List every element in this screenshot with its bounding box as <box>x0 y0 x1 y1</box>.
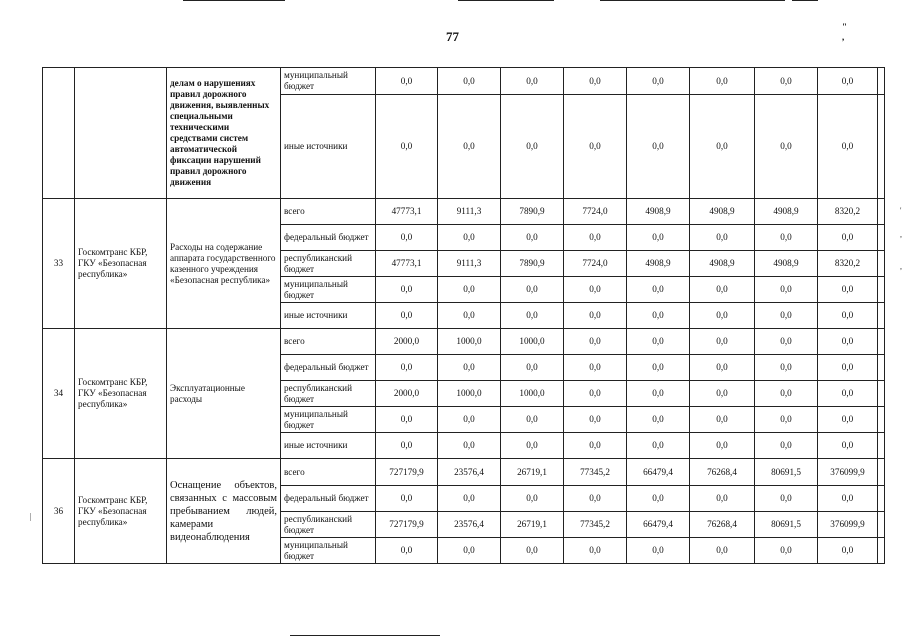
value-cell: 4908,9 <box>627 199 690 225</box>
funding-source: муниципальный бюджет <box>281 277 376 303</box>
value-cell: 0,0 <box>501 95 564 199</box>
funding-source: иные источники <box>281 95 376 199</box>
value-cell: 0,0 <box>627 486 690 512</box>
scan-line <box>290 635 440 636</box>
table-row <box>43 329 885 355</box>
corner-marks: " , <box>842 22 867 42</box>
value-cell: 0,0 <box>627 433 690 459</box>
value-cell: 0,0 <box>755 329 818 355</box>
empty-cell <box>878 95 885 199</box>
value-cell: 0,0 <box>627 95 690 199</box>
edge-mark: , <box>900 230 902 239</box>
value-cell: 0,0 <box>501 407 564 433</box>
value-cell: 0,0 <box>564 407 627 433</box>
value-cell: 0,0 <box>564 277 627 303</box>
value-cell: 0,0 <box>755 433 818 459</box>
empty-cell <box>878 512 885 538</box>
value-cell: 0,0 <box>438 225 501 251</box>
funding-source: республиканский бюджет <box>281 381 376 407</box>
value-cell: 0,0 <box>755 538 818 564</box>
value-cell: 76268,4 <box>690 459 755 486</box>
value-cell: 0,0 <box>501 277 564 303</box>
value-cell: 0,0 <box>755 486 818 512</box>
value-cell: 0,0 <box>818 486 878 512</box>
page-number: 77 <box>446 29 459 44</box>
value-cell: 4908,9 <box>755 199 818 225</box>
value-cell: 47773,1 <box>376 251 438 277</box>
empty-cell <box>878 68 885 95</box>
executor-cell: Госкомтранс КБР, ГКУ «Безопасная республика» <box>75 199 167 329</box>
funding-source: иные источники <box>281 433 376 459</box>
value-cell: 4908,9 <box>690 251 755 277</box>
empty-cell <box>878 225 885 251</box>
value-cell: 0,0 <box>564 303 627 329</box>
empty-cell <box>878 459 885 486</box>
funding-source: муниципальный бюджет <box>281 538 376 564</box>
value-cell: 0,0 <box>627 329 690 355</box>
value-cell: 0,0 <box>818 407 878 433</box>
activity-description: Эксплуатационные расходы <box>167 329 281 459</box>
empty-cell <box>878 329 885 355</box>
activity-description: Оснащение объектов, связанных с массовым пребыванием людей, камерами видеонаблюдения <box>167 459 281 564</box>
value-cell: 7724,0 <box>564 251 627 277</box>
value-cell: 26719,1 <box>501 512 564 538</box>
value-cell: 2000,0 <box>376 381 438 407</box>
edge-mark: , <box>900 262 902 271</box>
table-row <box>43 199 885 225</box>
value-cell: 2000,0 <box>376 329 438 355</box>
value-cell: 0,0 <box>627 303 690 329</box>
value-cell: 0,0 <box>818 538 878 564</box>
value-cell: 0,0 <box>690 95 755 199</box>
value-cell: 9111,3 <box>438 199 501 225</box>
value-cell: 0,0 <box>376 225 438 251</box>
funding-source: муниципальный бюджет <box>281 68 376 95</box>
row-number <box>43 68 75 199</box>
value-cell: 0,0 <box>564 329 627 355</box>
value-cell: 23576,4 <box>438 512 501 538</box>
funding-source: муниципальный бюджет <box>281 407 376 433</box>
value-cell: 376099,9 <box>818 512 878 538</box>
value-cell: 0,0 <box>564 381 627 407</box>
value-cell: 1000,0 <box>438 329 501 355</box>
funding-source: федеральный бюджет <box>281 355 376 381</box>
value-cell: 0,0 <box>690 433 755 459</box>
empty-cell <box>878 381 885 407</box>
budget-table <box>42 67 885 564</box>
value-cell: 4908,9 <box>627 251 690 277</box>
value-cell: 0,0 <box>564 538 627 564</box>
value-cell: 0,0 <box>376 277 438 303</box>
value-cell: 0,0 <box>818 433 878 459</box>
value-cell: 0,0 <box>438 277 501 303</box>
value-cell: 0,0 <box>627 538 690 564</box>
value-cell: 66479,4 <box>627 459 690 486</box>
value-cell: 0,0 <box>376 303 438 329</box>
edge-mark: ' <box>900 206 902 215</box>
value-cell: 0,0 <box>818 355 878 381</box>
value-cell: 26719,1 <box>501 459 564 486</box>
value-cell: 0,0 <box>376 95 438 199</box>
value-cell: 727179,9 <box>376 459 438 486</box>
value-cell: 0,0 <box>501 486 564 512</box>
value-cell: 76268,4 <box>690 512 755 538</box>
value-cell: 80691,5 <box>755 459 818 486</box>
value-cell: 0,0 <box>818 95 878 199</box>
table-body <box>43 68 885 564</box>
value-cell: 0,0 <box>564 225 627 251</box>
funding-source: всего <box>281 459 376 486</box>
value-cell: 0,0 <box>690 407 755 433</box>
value-cell: 77345,2 <box>564 459 627 486</box>
empty-cell <box>878 251 885 277</box>
value-cell: 23576,4 <box>438 459 501 486</box>
row-number: 34 <box>43 329 75 459</box>
empty-cell <box>878 277 885 303</box>
value-cell: 0,0 <box>438 433 501 459</box>
scan-line <box>600 0 785 1</box>
value-cell: 0,0 <box>755 407 818 433</box>
value-cell: 0,0 <box>690 68 755 95</box>
value-cell: 0,0 <box>376 355 438 381</box>
value-cell: 8320,2 <box>818 251 878 277</box>
row-number: 36 <box>43 459 75 564</box>
value-cell: 376099,9 <box>818 459 878 486</box>
executor-cell: Госкомтранс КБР, ГКУ «Безопасная республика» <box>75 459 167 564</box>
value-cell: 0,0 <box>755 381 818 407</box>
value-cell: 0,0 <box>564 68 627 95</box>
value-cell: 66479,4 <box>627 512 690 538</box>
value-cell: 8320,2 <box>818 199 878 225</box>
value-cell: 0,0 <box>818 68 878 95</box>
funding-source: республиканский бюджет <box>281 512 376 538</box>
empty-cell <box>878 538 885 564</box>
value-cell: 7724,0 <box>564 199 627 225</box>
value-cell: 0,0 <box>501 538 564 564</box>
scan-line <box>183 0 285 1</box>
value-cell: 0,0 <box>755 225 818 251</box>
value-cell: 0,0 <box>755 277 818 303</box>
value-cell: 0,0 <box>818 225 878 251</box>
value-cell: 0,0 <box>376 68 438 95</box>
value-cell: 0,0 <box>690 225 755 251</box>
empty-cell <box>878 407 885 433</box>
value-cell: 0,0 <box>755 68 818 95</box>
value-cell: 0,0 <box>627 381 690 407</box>
executor-cell: Госкомтранс КБР, ГКУ «Безопасная республика» <box>75 329 167 459</box>
value-cell: 7890,9 <box>501 251 564 277</box>
value-cell: 0,0 <box>501 68 564 95</box>
value-cell: 0,0 <box>438 303 501 329</box>
value-cell: 0,0 <box>755 95 818 199</box>
value-cell: 80691,5 <box>755 512 818 538</box>
value-cell: 0,0 <box>376 433 438 459</box>
value-cell: 0,0 <box>818 277 878 303</box>
value-cell: 47773,1 <box>376 199 438 225</box>
empty-cell <box>878 433 885 459</box>
value-cell: 7890,9 <box>501 199 564 225</box>
value-cell: 77345,2 <box>564 512 627 538</box>
value-cell: 0,0 <box>627 225 690 251</box>
funding-source: федеральный бюджет <box>281 486 376 512</box>
value-cell: 0,0 <box>818 329 878 355</box>
value-cell: 1000,0 <box>501 381 564 407</box>
value-cell: 0,0 <box>818 381 878 407</box>
executor-cell <box>75 68 167 199</box>
value-cell: 9111,3 <box>438 251 501 277</box>
scan-line <box>792 0 818 1</box>
activity-description: делам о нарушениях правил дорожного движения, выявленных специальными техническими средствами систем автоматической фиксации нарушений правил дорожного движения <box>167 68 281 199</box>
funding-source: федеральный бюджет <box>281 225 376 251</box>
value-cell: 0,0 <box>438 355 501 381</box>
value-cell: 0,0 <box>376 407 438 433</box>
value-cell: 0,0 <box>376 486 438 512</box>
value-cell: 4908,9 <box>690 199 755 225</box>
row-number: 33 <box>43 199 75 329</box>
value-cell: 727179,9 <box>376 512 438 538</box>
empty-cell <box>878 199 885 225</box>
value-cell: 0,0 <box>690 303 755 329</box>
empty-cell <box>878 303 885 329</box>
value-cell: 4908,9 <box>755 251 818 277</box>
empty-cell <box>878 486 885 512</box>
value-cell: 0,0 <box>627 68 690 95</box>
value-cell: 1000,0 <box>501 329 564 355</box>
funding-source: всего <box>281 199 376 225</box>
value-cell: 0,0 <box>564 486 627 512</box>
value-cell: 0,0 <box>376 538 438 564</box>
funding-source: республиканский бюджет <box>281 251 376 277</box>
value-cell: 0,0 <box>564 433 627 459</box>
table-row <box>43 68 885 95</box>
activity-description: Расходы на содержание аппарата государственного казенного учреждения «Безопасная республика» <box>167 199 281 329</box>
value-cell: 0,0 <box>501 433 564 459</box>
value-cell: 0,0 <box>755 303 818 329</box>
value-cell: 0,0 <box>818 303 878 329</box>
value-cell: 0,0 <box>690 277 755 303</box>
funding-source: иные источники <box>281 303 376 329</box>
value-cell: 0,0 <box>501 355 564 381</box>
value-cell: 0,0 <box>564 95 627 199</box>
value-cell: 0,0 <box>627 355 690 381</box>
value-cell: 0,0 <box>438 68 501 95</box>
value-cell: 0,0 <box>690 381 755 407</box>
value-cell: 0,0 <box>438 538 501 564</box>
empty-cell <box>878 355 885 381</box>
value-cell: 0,0 <box>501 303 564 329</box>
value-cell: 0,0 <box>438 407 501 433</box>
value-cell: 0,0 <box>690 538 755 564</box>
value-cell: 0,0 <box>690 486 755 512</box>
value-cell: 0,0 <box>755 355 818 381</box>
edge-mark: | <box>30 512 32 521</box>
funding-source: всего <box>281 329 376 355</box>
value-cell: 0,0 <box>627 277 690 303</box>
value-cell: 0,0 <box>438 486 501 512</box>
value-cell: 0,0 <box>564 355 627 381</box>
value-cell: 0,0 <box>627 407 690 433</box>
scan-line <box>458 0 554 1</box>
value-cell: 1000,0 <box>438 381 501 407</box>
value-cell: 0,0 <box>438 95 501 199</box>
value-cell: 0,0 <box>690 329 755 355</box>
value-cell: 0,0 <box>501 225 564 251</box>
value-cell: 0,0 <box>690 355 755 381</box>
table-row <box>43 459 885 486</box>
